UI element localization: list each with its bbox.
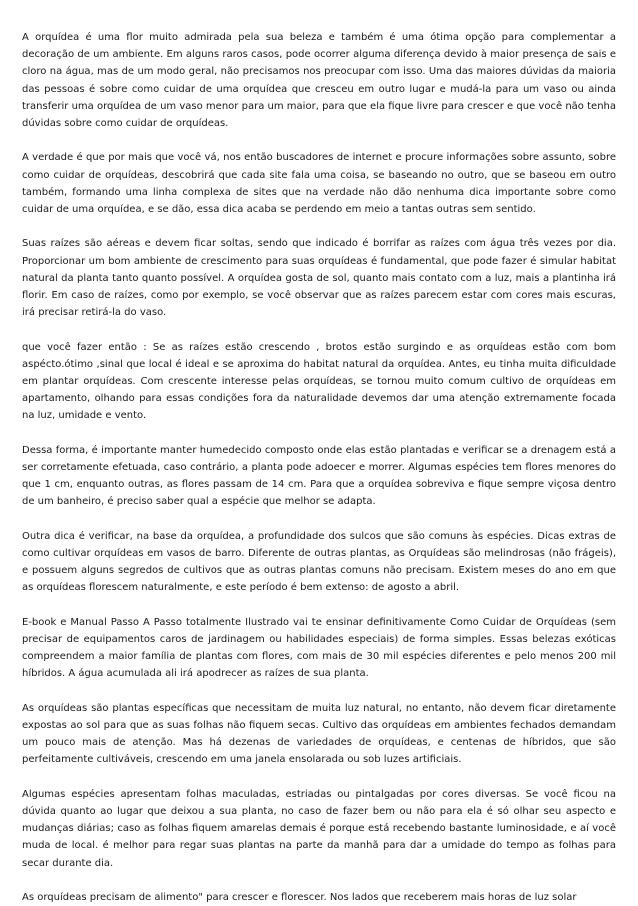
- paragraph-10: As orquídeas precisam de alimento" para crescer e florescer. Nos lados que receberem mais horas de luz solar: [22, 892, 577, 904]
- paragraph-2: A verdade é que por mais que você vá, nos então buscadores de internet e procure informações sobre assunto, sobre como cuidar de orquídeas, descobrirá que cada site fala uma coisa, se baseando no outro, que se baseou em outro também, formando uma linha complexa de sites que na verdade não dão nenhuma dica importante sobre como cuidar de uma orquídea, e se dão, essa dica acaba se perdendo em meio a tantas outras sem sentido.: [22, 152, 616, 216]
- paragraph-3: Suas raízes são aéreas e devem ficar soltas, sendo que indicado é borrifar as raízes com água três vezes por dia. Proporcionar um bom ambiente de crescimento para suas orquídeas é fundamental, que pode fazer é simular habitat natural da planta tanto quanto possível. A orquídea gosta de sol, quanto mais contato com a luz, mais a plantinha irá florir. Em caso de raízes, como por exemplo, se você observar que as raízes parecem estar com cores mais escuras, irá precisar retirá-la do vaso.: [22, 238, 616, 319]
- paragraph-4: que você fazer então : Se as raízes estão crescendo , brotos estão surgindo e as orquídeas estão com bom aspécto.ótimo ,sinal que local é ideal e se aproxima do habitat natural da orquídea. Antes, eu tinha muita dificuldade em plantar orquídeas. Com crescente interesse pelas orquídeas, se tornou muito comum cultivo de orquídeas em apartamento, olhando para essas condições fora da naturalidade devemos dar uma atenção extremamente focada na luz, umidade e vento.: [22, 341, 616, 422]
- paragraph-7: E-book e Manual Passo A Passo totalmente Ilustrado vai te ensinar definitivamente Como Cuidar de Orquídeas (sem precisar de equipamentos caros de jardinagem ou habilidades especiais) de forma simples. Essas belezas exóticas compreendem a maior família de plantas com flores, com mais de 30 mil espécies diferentes e pelo menos 200 mil híbridos. A água acumulada ali irá apodrecer as raízes de sua planta.: [22, 616, 616, 680]
- document-body: [22, 29, 616, 906]
- paragraph-6: Outra dica é verificar, na base da orquídea, a profundidade dos sulcos que são comuns às espécies. Dicas extras de como cultivar orquídeas em vasos de barro. Diferente de outras plantas, as Orquídeas são melindrosas (não frágeis), e possuem alguns segredos de cultivos que as outras plantas comuns não precisam. Existem meses do ano em que as orquídeas florescem naturalmente, e este período é bem extenso: de agosto a abril.: [22, 530, 616, 594]
- paragraph-1: A orquídea é uma flor muito admirada pela sua beleza e também é uma ótima opção para complementar a decoração de um ambiente. Em alguns raros casos, pode ocorrer alguma diferença devido à maior presença de sais e cloro na água, mas de um modo geral, não precisamos nos preocupar com isso. Uma das maiores dúvidas da maioria das pessoas é sobre como cuidar de uma orquídea que cresceu em outro lugar e mudá-la para um vaso ou ainda transferir uma orquídea de um vaso menor para um maior, para que ela fique livre para crescer e que você não tenha dúvidas sobre como cuidar de orquídeas.: [22, 32, 616, 130]
- paragraph-5: Dessa forma, é importante manter humedecido composto onde elas estão plantadas e verificar se a drenagem está a ser corretamente efetuada, caso contrário, a planta pode adoecer e morrer. Algumas espécies tem flores menores do que 1 cm, enquanto outras, as flores passam de 14 cm. Para que a orquídea sobreviva e fique sempre viçosa dentro de um banheiro, é preciso saber qual a espécie que melhor se adapta.: [22, 444, 616, 508]
- paragraph-8: As orquídeas são plantas específicas que necessitam de muita luz natural, no entanto, não devem ficar diretamente expostas ao sol para que as suas folhas não fiquem secas. Cultivo das orquídeas em ambientes fechados demandam um pouco mais de atenção. Mas há dezenas de variedades de orquídeas, e centenas de híbridos, que são perfeitamente cultiváveis, crescendo em uma janela ensolarada ou sob luzes artificiais.: [22, 702, 616, 766]
- paragraph-9: Algumas espécies apresentam folhas maculadas, estriadas ou pintalgadas por cores diversas. Se você ficou na dúvida quanto ao lugar que deixou a sua planta, no caso de fazer bem ou não para ela é só olhar seu aspecto e mudanças diárias; caso as folhas fiquem amarelas demais é porque está recebendo bastante luminosidade, e aí você muda de local. é melhor para regar suas plantas na parte da manhã para dar a umidade do tempo as folhas para secar durante dia.: [22, 788, 616, 869]
